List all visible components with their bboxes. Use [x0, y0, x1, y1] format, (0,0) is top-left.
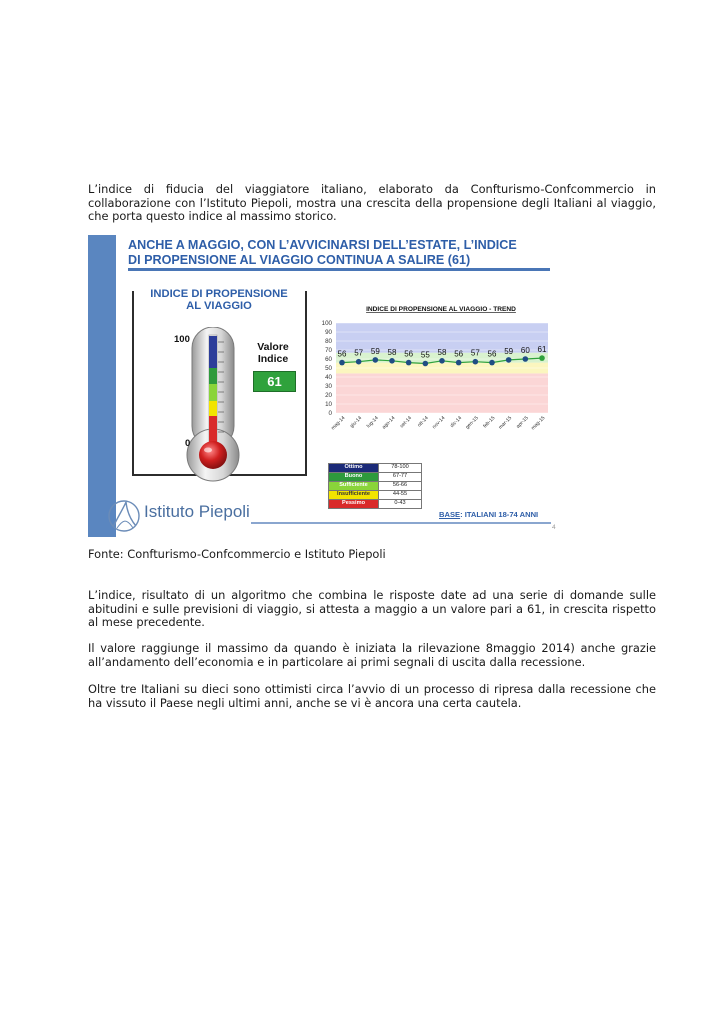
scale-min-label: 0 — [185, 438, 191, 449]
y-tick-label: 20 — [325, 392, 332, 400]
chart-title: INDICE DI PROPENSIONE AL VIAGGIO - TREND — [366, 306, 516, 313]
gauge-title-line-2: AL VIAGGIO — [186, 300, 252, 312]
legend-table — [328, 463, 422, 509]
slide-title — [128, 238, 548, 267]
data-label: 59 — [370, 346, 380, 356]
valore-indice-label — [248, 341, 298, 365]
paragraph-record: Il valore raggiunge il massimo da quando è iniziata la rilevazione 8maggio 2014) anche grazie all’andamento dell’economia e in particolare ai primi segnali di uscita dalla recessione. — [88, 641, 656, 669]
data-label: 57 — [354, 348, 364, 358]
thermo-bulb — [199, 441, 227, 469]
valore-label-line-1: Valore — [257, 341, 289, 353]
data-point — [539, 355, 545, 361]
legend-row — [329, 482, 422, 491]
data-label: 55 — [420, 350, 430, 360]
legend-label: Insufficiente — [329, 491, 379, 500]
legend-row — [329, 473, 422, 482]
data-point — [473, 359, 479, 365]
gauge-title — [144, 288, 294, 312]
data-point — [339, 360, 345, 366]
footer-rule — [251, 522, 551, 524]
base-note — [439, 510, 538, 519]
thermometer-icon — [176, 327, 250, 482]
slide-title-line-1: ANCHE A MAGGIO, CON L’AVVICINARSI DELL’ESTATE, L’INDICE — [128, 238, 517, 252]
legend-row — [329, 500, 422, 509]
legend-range: 56-66 — [379, 482, 422, 491]
legend-range: 44-55 — [379, 491, 422, 500]
data-label: 61 — [537, 345, 547, 355]
legend-range: 67-77 — [379, 473, 422, 482]
data-label: 56 — [404, 349, 414, 359]
valore-label-line-2: Indice — [257, 353, 289, 365]
y-tick-label: 50 — [325, 365, 332, 373]
y-tick-label: 60 — [325, 356, 332, 364]
y-tick-label: 100 — [321, 320, 332, 328]
data-point — [456, 360, 462, 366]
x-tick-label: set-14 — [399, 415, 414, 430]
x-tick-label: mag-14 — [330, 415, 347, 432]
x-tick-label: ott-14 — [416, 415, 430, 429]
x-tick-label: gen-15 — [464, 415, 480, 431]
legend-label: Buono — [329, 473, 379, 482]
legend-range: 0-43 — [379, 500, 422, 509]
paragraph-optimism: Oltre tre Italiani su dieci sono ottimisti circa l’avvio di un processo di ripresa dalla recessione che ha vissuto il Paese negli ultimi anni, anche se vi è ancora una certa cautela. — [88, 682, 656, 710]
thermo-band-sufficiente — [209, 384, 217, 401]
legend-label: Ottimo — [329, 464, 379, 473]
data-label: 57 — [470, 348, 480, 358]
slide-page-number: 4 — [552, 524, 556, 531]
x-tick-label: lug-14 — [365, 415, 380, 430]
x-tick-label: ago-14 — [381, 415, 397, 431]
data-point — [523, 356, 529, 362]
base-key: BASE — [439, 510, 461, 519]
data-point — [406, 360, 412, 366]
data-label: 59 — [504, 346, 514, 356]
y-tick-label: 10 — [325, 401, 332, 409]
y-tick-label: 80 — [325, 338, 332, 346]
data-point — [373, 357, 379, 363]
survey-slide — [88, 235, 565, 537]
base-value: : ITALIANI 18-74 ANNI — [460, 510, 539, 519]
gauge-title-line-1: INDICE DI PROPENSIONE — [150, 288, 288, 300]
data-point — [439, 358, 445, 364]
title-underline — [128, 268, 550, 271]
data-label: 58 — [437, 347, 447, 357]
x-tick-label: mar-15 — [497, 415, 514, 431]
thermo-band-ottimo — [209, 336, 217, 368]
data-point — [489, 360, 495, 366]
slide-side-bar — [88, 235, 116, 537]
y-tick-label: 30 — [325, 383, 332, 391]
x-tick-label: feb-15 — [482, 415, 497, 430]
band-pessimo — [336, 373, 548, 413]
data-label: 56 — [487, 349, 497, 359]
thermo-band-insufficiente — [209, 401, 217, 416]
x-tick-label: giu-14 — [349, 415, 364, 430]
x-tick-label: nov-14 — [431, 415, 447, 431]
data-label: 56 — [337, 349, 347, 359]
y-tick-label: 70 — [325, 347, 332, 355]
x-tick-label: apr-15 — [515, 415, 530, 430]
source-line: Fonte: Confturismo-Confcommercio e Istituto Piepoli — [88, 547, 386, 561]
data-point — [389, 358, 395, 364]
data-point — [356, 359, 362, 365]
thermo-band-buono — [209, 368, 217, 384]
legend-label: Pessimo — [329, 500, 379, 509]
paragraph-algorithm: L’indice, risultato di un algoritmo che combina le risposte date ad una serie di domande sulle abitudini e sulle previsioni di viaggio, si attesta a maggio a un valore pari a 61, in crescita rispetto al mese precedente. — [88, 588, 656, 630]
legend-label: Sufficiente — [329, 482, 379, 491]
index-value-badge: 61 — [253, 371, 296, 392]
x-tick-label: mag-15 — [530, 415, 547, 432]
legend-row — [329, 491, 422, 500]
data-label: 58 — [387, 347, 397, 357]
logo-text: Istituto Piepoli — [144, 502, 250, 521]
trend-chart — [312, 303, 552, 443]
x-tick-label: dic-14 — [449, 415, 464, 430]
intro-paragraph: L’indice di fiducia del viaggiatore italiano, elaborato da Confturismo-Confcommercio in collaborazione con l’Istituto Piepoli, mostra una crescita della propensione degli Italiani al viaggio, che porta questo indice al massimo storico. — [88, 182, 656, 224]
data-label: 56 — [454, 349, 464, 359]
scale-max-label: 100 — [174, 334, 190, 345]
legend-row — [329, 464, 422, 473]
data-label: 60 — [520, 346, 530, 355]
data-point — [506, 357, 512, 363]
y-tick-label: 0 — [328, 410, 332, 418]
legend-range: 78-100 — [379, 464, 422, 473]
slide-title-line-2: DI PROPENSIONE AL VIAGGIO CONTINUA A SALIRE (61) — [128, 252, 471, 267]
y-tick-label: 40 — [325, 374, 332, 382]
y-tick-label: 90 — [325, 329, 332, 337]
data-point — [423, 361, 429, 367]
